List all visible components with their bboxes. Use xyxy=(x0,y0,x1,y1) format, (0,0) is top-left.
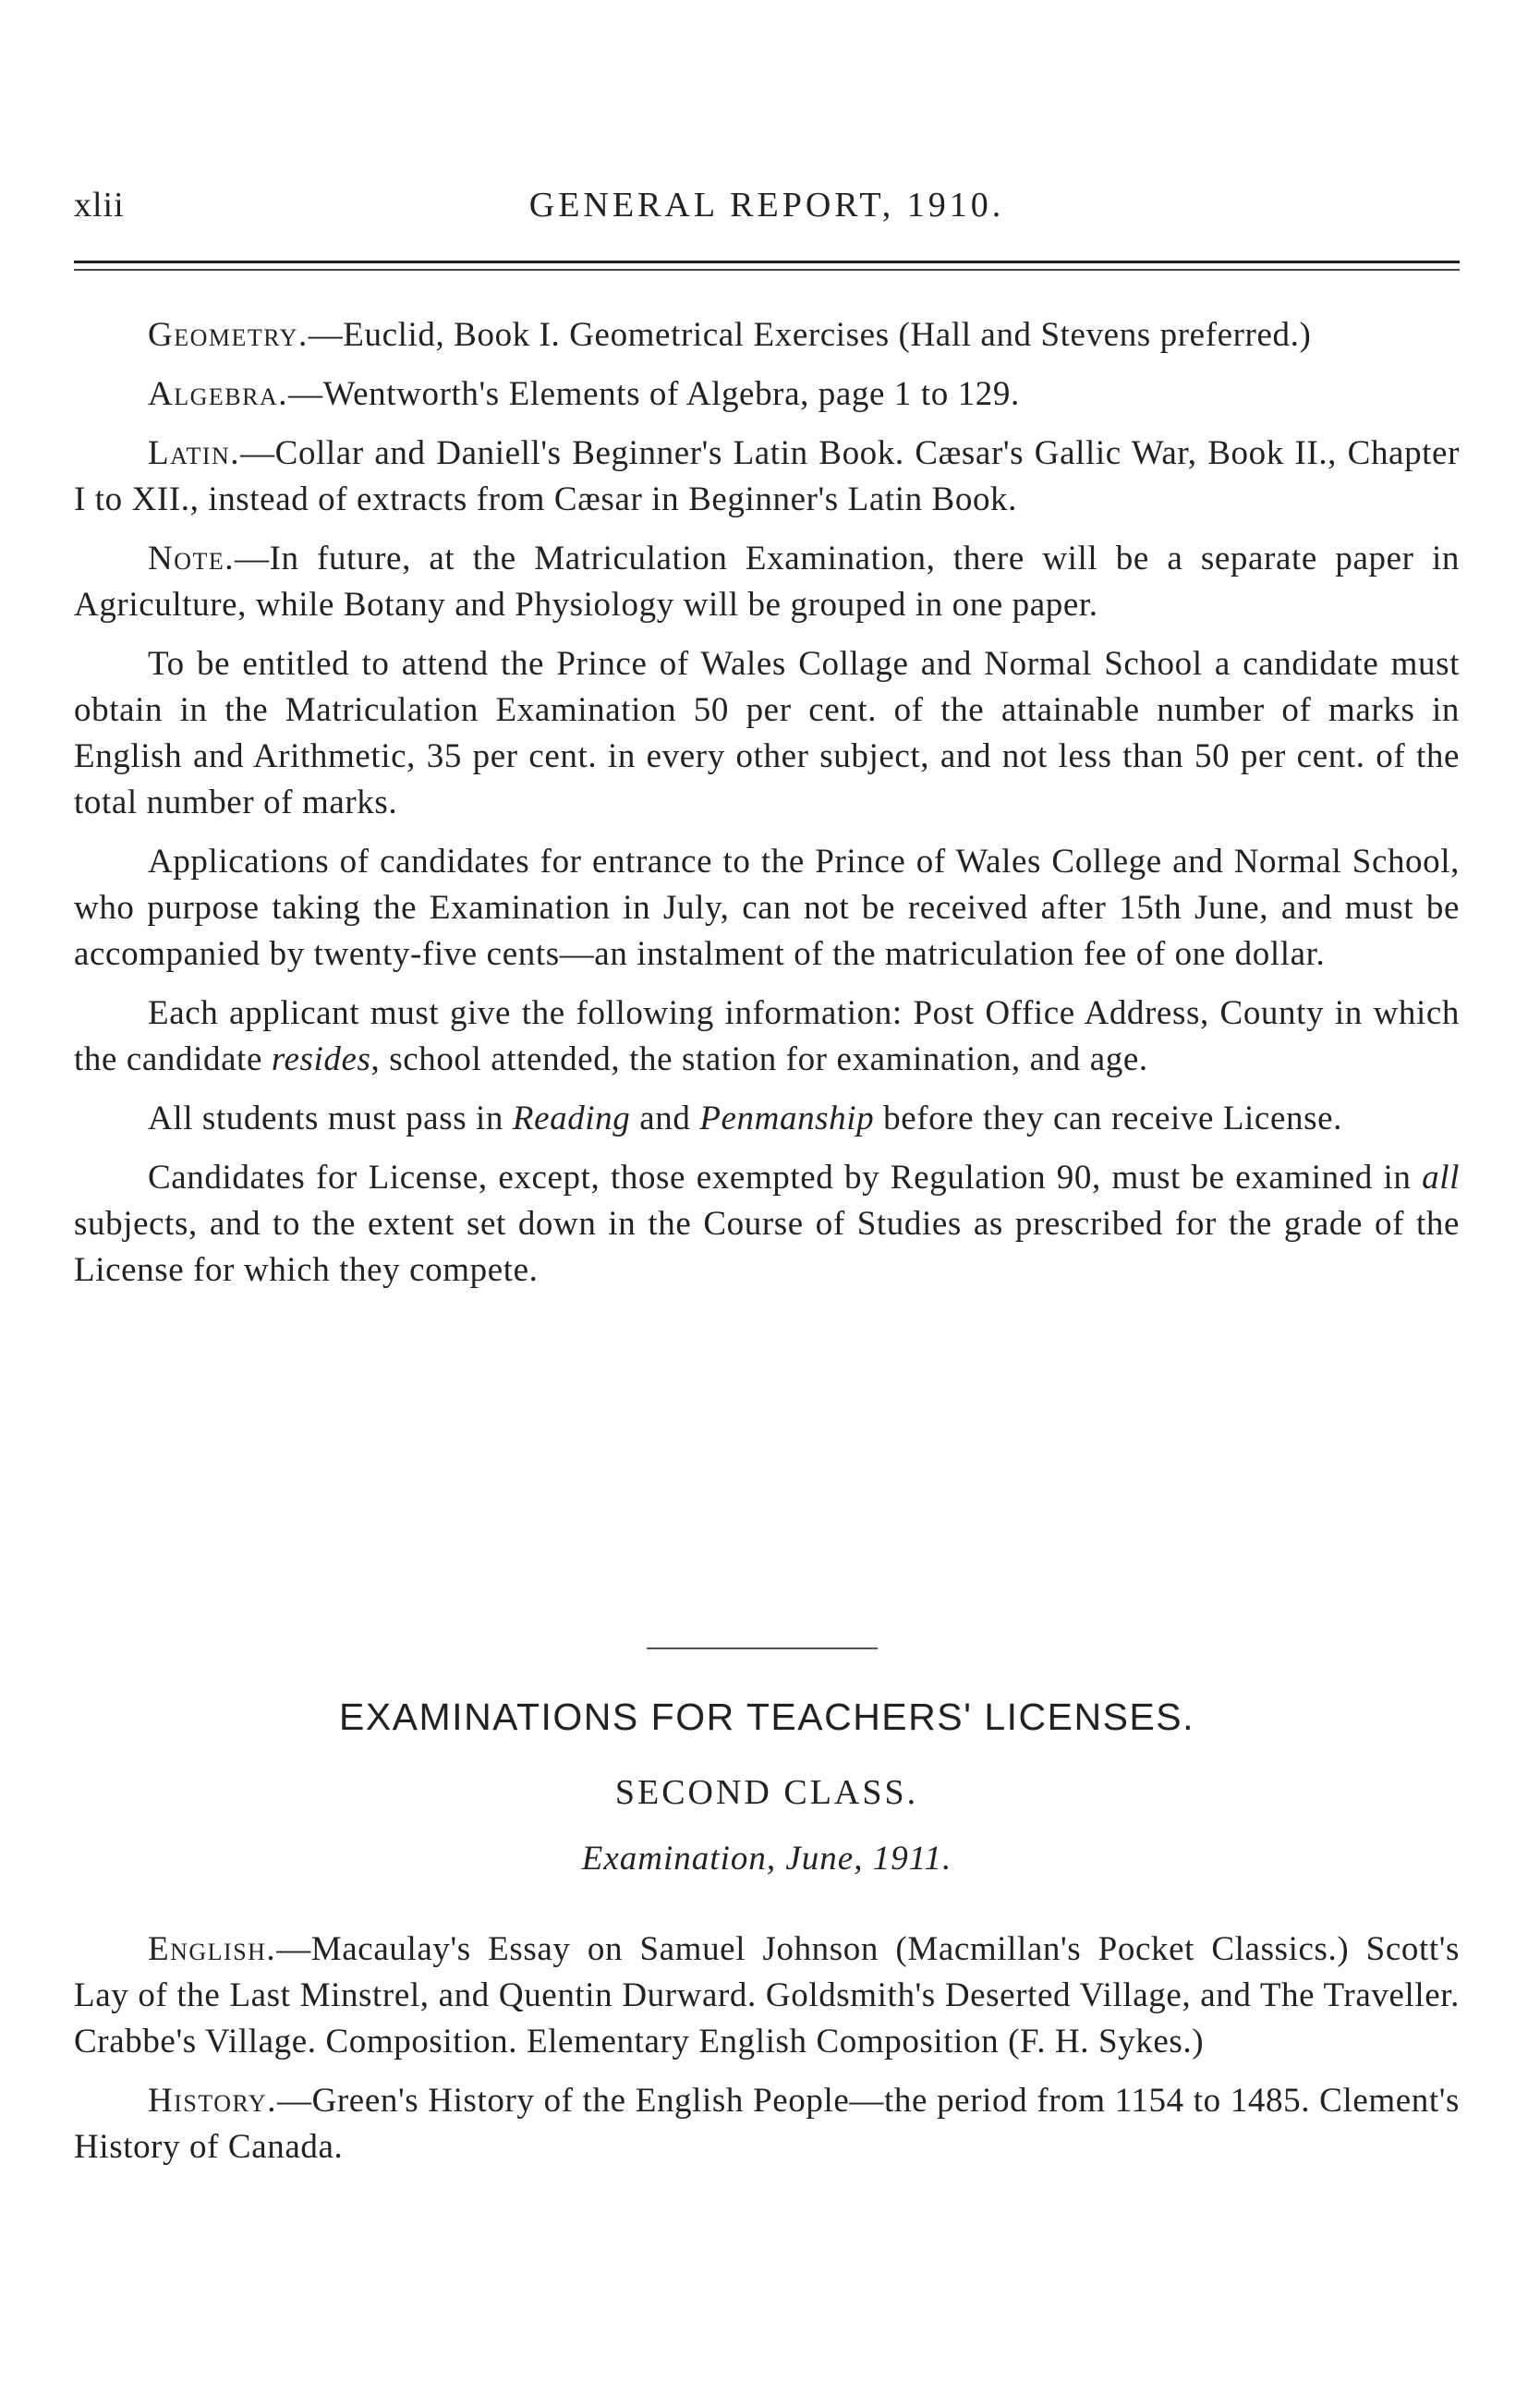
paragraph-entitlement: To be entitled to attend the Prince of Wales Collage and Normal School a candidate must obtain in the Matriculation Examination 50 per cent. of the attainable number of marks in English and Arithmetic, 35 per cent. in every other subject, and not less than 50 per cent. of the total number of marks. xyxy=(74,645,1460,821)
emphasis-all: all xyxy=(1422,1159,1460,1197)
subject-text: —Collar and Daniell's Beginner's Latin Book. Cæsar's Gallic War, Book II., Chapter I to XII., instead of extracts from Cæsar in Beginner's Latin Book. xyxy=(74,434,1460,518)
subject-text: —Macaulay's Essay on Samuel Johnson (Macmillan's Pocket Classics.) Scott's Lay of the Last Minstrel, and Quentin Durward. Goldsmith's Deserted Village, and The Traveller. Crabbe's Village. Composition. Elementary English Composition (F. H. Sykes.) xyxy=(74,1930,1460,2061)
subject-label: Algebra. xyxy=(148,375,288,413)
emphasis-reading: Reading xyxy=(512,1100,631,1137)
paragraph-pass-requirement: All students must pass in Reading and Penmanship before they can receive License. xyxy=(148,1100,1342,1137)
paragraph-geometry xyxy=(74,312,1460,359)
paragraph-note xyxy=(74,536,1460,628)
section-subtitle: SECOND CLASS. xyxy=(614,1773,919,1812)
matriculation-requirements xyxy=(74,312,1460,1307)
subject-label: Note. xyxy=(148,540,236,577)
subject-text: —Wentworth's Elements of Algebra, page 1 to 129. xyxy=(287,375,1020,413)
section-title: EXAMINATIONS FOR TEACHERS' LICENSES. xyxy=(338,1696,1195,1738)
paragraph-latin xyxy=(74,431,1460,523)
section-divider xyxy=(647,1647,878,1649)
paragraph-license-candidates: Candidates for License, except, those exempted by Regulation 90, must be examined in all subjects, and to the extent set down in the Course of Studies as prescribed for the grade of the License for which they compete. xyxy=(74,1159,1460,1289)
subject-text: —Euclid, Book I. Geometrical Exercises (Hall and Stevens preferred.) xyxy=(308,316,1312,354)
header-title: GENERAL REPORT, 1910. xyxy=(528,186,1005,225)
subject-label: Latin. xyxy=(148,434,241,472)
paragraph-information: Each applicant must give the following information: Post Office Address, County in which the candidate resides, school attended, the station for examination, and age. xyxy=(74,994,1460,1078)
paragraph-algebra xyxy=(74,371,1460,418)
subject-text: —In future, at the Matriculation Examination, there will be a separate paper in Agriculture, while Botany and Physiology will be grouped in one paper. xyxy=(74,540,1460,624)
emphasis-resides: resides xyxy=(271,1040,371,1078)
subject-label: English. xyxy=(148,1930,277,1968)
subject-label: Geometry. xyxy=(148,316,309,354)
header-rule xyxy=(74,261,1460,271)
subject-label: History. xyxy=(148,2082,277,2120)
emphasis-penmanship: Penmanship xyxy=(699,1100,875,1137)
running-head xyxy=(74,185,1460,240)
subject-text: —Green's History of the English People—the period from 1154 to 1485. Clement's History of Canada. xyxy=(74,2082,1460,2166)
page-number: xlii xyxy=(74,186,125,225)
paragraph-english xyxy=(74,1927,1460,2065)
exam-date: Examination, June, 1911. xyxy=(581,1840,952,1878)
paragraph-history xyxy=(74,2078,1460,2170)
second-class-requirements xyxy=(74,1927,1460,2183)
paragraph-applications: Applications of candidates for entrance to the Prince of Wales College and Normal School, who purpose taking the Examination in July, can not be received after 15th June, and must be accompanied by twenty-five cents—an instalment of the matriculation fee of one dollar. xyxy=(74,843,1460,973)
